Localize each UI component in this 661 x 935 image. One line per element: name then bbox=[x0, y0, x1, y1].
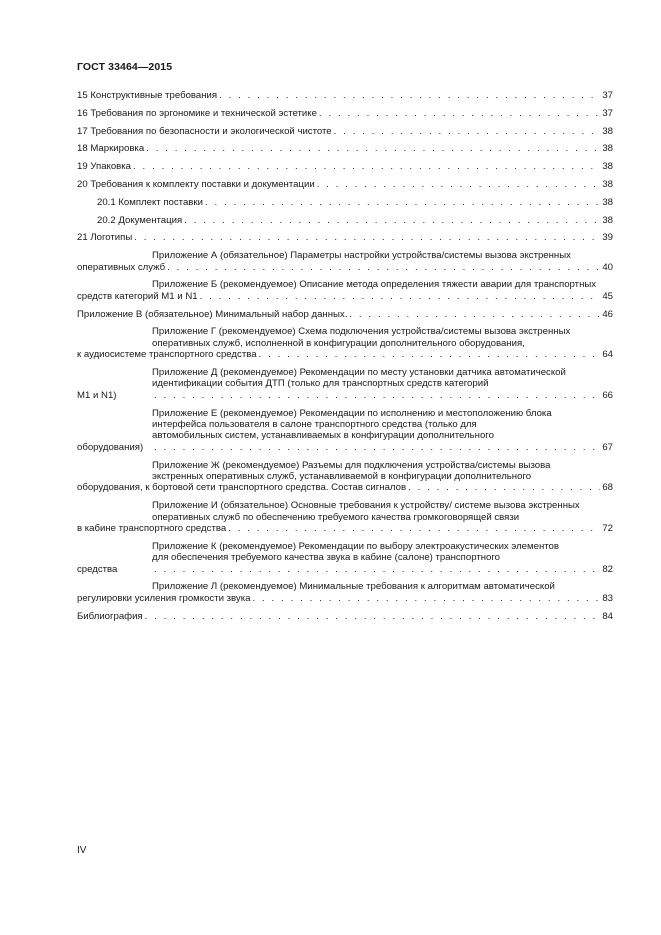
toc-entry-line: Приложение Д (рекомендуемое) Рекомендации по месту установки датчика автоматической bbox=[152, 366, 566, 378]
toc-entry-last-line bbox=[77, 309, 613, 320]
toc-page-number: 68 bbox=[602, 482, 613, 494]
toc-page-number: 64 bbox=[602, 349, 613, 361]
toc-page-number: 67 bbox=[602, 441, 613, 453]
toc-entry-line: идентификации события ДТП (только для транспортных средств категорий bbox=[152, 378, 489, 390]
toc-entry-title: 20.1 Комплект поставки bbox=[97, 196, 203, 208]
document-code-header: ГОСТ 33464—2015 bbox=[77, 61, 173, 73]
toc-entry-title: Библиография bbox=[77, 610, 143, 622]
toc-page-number: 38 bbox=[602, 125, 613, 137]
toc-entry-line: Приложение А (обязательное) Параметры настройки устройства/системы вызова экстренных bbox=[152, 250, 571, 262]
toc-page-number: 82 bbox=[602, 563, 613, 575]
toc-entry[interactable] bbox=[77, 232, 613, 243]
toc-entry-line: Приложение И (обязательное) Основные требования к устройству/ системе вызова экстренных bbox=[152, 500, 580, 512]
toc-entry-last-line bbox=[77, 161, 613, 172]
toc-entry-title: 20.2 Документация bbox=[97, 214, 183, 226]
toc-page-number: 37 bbox=[602, 107, 613, 119]
toc-entry-last-line bbox=[77, 611, 613, 622]
toc-page-number: 38 bbox=[602, 161, 613, 173]
toc-entry-title: оперативных служб bbox=[77, 261, 166, 273]
dot-leader bbox=[205, 197, 600, 208]
dot-leader bbox=[334, 126, 601, 137]
toc-entry-title: регулировки усиления громкости звука bbox=[77, 592, 251, 604]
toc-entry[interactable] bbox=[77, 197, 613, 208]
toc-page-number: 38 bbox=[602, 196, 613, 208]
dot-leader bbox=[319, 108, 600, 119]
toc-page-number: 37 bbox=[602, 90, 613, 101]
toc-page-number: 39 bbox=[602, 232, 613, 244]
toc-entry-last-line bbox=[77, 261, 613, 273]
toc-entry[interactable] bbox=[77, 161, 613, 172]
dot-leader bbox=[317, 179, 601, 190]
toc-entry-title: 15 Конструктивные требования bbox=[77, 90, 218, 101]
toc-entry[interactable] bbox=[77, 309, 613, 320]
toc-entry-line: для обеспечения требуемого качества звука в кабине (салоне) транспортного bbox=[152, 552, 500, 564]
toc-entry-last-line bbox=[97, 197, 613, 208]
dot-leader bbox=[349, 309, 600, 320]
toc-page-number: 38 bbox=[602, 143, 613, 155]
toc-entry-title: 16 Требования по эргономике и технической эстетике bbox=[77, 107, 317, 119]
toc-entry-last-line: оборудования) . . . 67 bbox=[152, 442, 613, 453]
toc-entry-last-line bbox=[77, 592, 613, 604]
dot-leader bbox=[146, 143, 600, 154]
toc-entry-last-line bbox=[77, 232, 613, 243]
page-number: IV bbox=[77, 845, 87, 856]
toc-entry-line: интерфейса пользователя в салоне транспортного средства (только для bbox=[152, 419, 477, 430]
dot-leader bbox=[408, 482, 600, 493]
toc-entry[interactable] bbox=[77, 581, 613, 604]
toc-entry-last-line bbox=[77, 482, 613, 494]
toc-entry[interactable] bbox=[77, 215, 613, 226]
toc-entry-last-line: М1 и N1) . . . 66 bbox=[152, 390, 613, 401]
toc-entry-line: оперативных служб, исполненной в конфигурации дополнительного оборудования, bbox=[152, 337, 525, 349]
toc-entry-title: 18 Маркировка bbox=[77, 143, 145, 155]
toc-entry-title: средств категорий М1 и N1 bbox=[77, 290, 198, 302]
dot-leader bbox=[219, 90, 600, 101]
dot-leader bbox=[133, 161, 600, 172]
table-of-contents bbox=[77, 90, 613, 628]
toc-page-number: 38 bbox=[602, 178, 613, 190]
toc-entry-title: 21 Логотипы bbox=[77, 232, 133, 244]
toc-entry-last-line bbox=[77, 90, 613, 101]
toc-entry-line: Приложение Ж (рекомендуемое) Разъемы для подключения устройства/системы вызова bbox=[152, 459, 551, 471]
toc-entry-title: 17 Требования по безопасности и экологической чистоте bbox=[77, 125, 332, 137]
dot-leader bbox=[200, 291, 601, 302]
toc-entry[interactable] bbox=[77, 143, 613, 154]
toc-page-number: 38 bbox=[602, 214, 613, 226]
toc-entry-title: в кабине транспортного средства bbox=[77, 523, 227, 535]
toc-entry-last-line: средства . . . 82 bbox=[152, 564, 613, 575]
toc-entry-line: Приложение Б (рекомендуемое) Описание метода определения тяжести аварии для транспортных bbox=[152, 279, 597, 291]
toc-entry-title: 20 Требования к комплекту поставки и документации bbox=[77, 178, 315, 190]
toc-entry-last-line bbox=[77, 179, 613, 190]
toc-entry[interactable] bbox=[77, 500, 613, 534]
dot-leader bbox=[184, 215, 600, 226]
toc-entry[interactable] bbox=[77, 250, 613, 273]
toc-entry-line: Приложение Г (рекомендуемое) Схема подключения устройства/системы вызова экстренных bbox=[152, 326, 571, 338]
toc-entry-last-line bbox=[77, 143, 613, 154]
toc-entry-title: 19 Упаковка bbox=[77, 161, 132, 173]
toc-entry[interactable] bbox=[77, 611, 613, 622]
dot-leader bbox=[154, 564, 600, 575]
toc-entry[interactable] bbox=[77, 326, 613, 360]
toc-entry-line: Приложение К (рекомендуемое) Рекомендации по выбору электроакустических элементов bbox=[152, 540, 559, 552]
dot-leader bbox=[154, 442, 600, 453]
dot-leader bbox=[145, 611, 601, 622]
dot-leader bbox=[154, 390, 600, 401]
toc-entry-last-line bbox=[77, 349, 613, 361]
toc-page-number: 84 bbox=[602, 610, 613, 622]
dot-leader bbox=[259, 349, 601, 360]
toc-entry[interactable] bbox=[77, 279, 613, 302]
toc-page-number: 72 bbox=[602, 523, 613, 535]
dot-leader bbox=[134, 232, 600, 243]
toc-entry-last-line bbox=[77, 523, 613, 535]
toc-entry-last-line bbox=[77, 290, 613, 302]
toc-entry-line: экстренных оперативных служб, устанавливаемой в конфигурации дополнительного bbox=[152, 471, 532, 483]
toc-page-number: 40 bbox=[602, 261, 613, 273]
toc-page-number: 83 bbox=[602, 592, 613, 604]
toc-page-number: 66 bbox=[602, 389, 613, 401]
toc-entry[interactable] bbox=[77, 408, 613, 454]
toc-entry-title: к аудиосистеме транспортного средства bbox=[77, 349, 257, 361]
toc-entry-last-line bbox=[97, 215, 613, 226]
toc-entry-line: автомобильных систем, устанавливаемых в конфигурации дополнительного bbox=[152, 430, 494, 442]
toc-page-number: 46 bbox=[602, 308, 613, 320]
toc-entry[interactable] bbox=[77, 108, 613, 119]
toc-entry-line: Приложение Л (рекомендуемое) Минимальные требования к алгоритмам автоматической bbox=[152, 581, 555, 593]
dot-leader bbox=[252, 593, 600, 604]
dot-leader bbox=[167, 262, 600, 273]
toc-entry-line: оперативных служб по обеспечению требуемого качества громкоговорящей связи bbox=[152, 511, 520, 523]
toc-entry-title: Приложение В (обязательное) Минимальный набор данных. bbox=[77, 308, 348, 320]
toc-entry[interactable] bbox=[77, 460, 613, 494]
toc-entry-line: Приложение Е (рекомендуемое) Рекомендации по исполнению и местоположению блока bbox=[152, 407, 552, 419]
toc-entry-last-line bbox=[77, 126, 613, 137]
toc-page-number: 45 bbox=[602, 290, 613, 302]
toc-entry[interactable] bbox=[77, 367, 613, 401]
toc-entry-last-line bbox=[77, 108, 613, 119]
toc-entry[interactable] bbox=[77, 541, 613, 575]
toc-entry-title: оборудования, к бортовой сети транспортного средства. Состав сигналов bbox=[77, 482, 407, 494]
toc-entry[interactable] bbox=[77, 90, 613, 101]
dot-leader bbox=[228, 523, 600, 534]
toc-entry[interactable] bbox=[77, 179, 613, 190]
toc-entry[interactable] bbox=[77, 126, 613, 137]
